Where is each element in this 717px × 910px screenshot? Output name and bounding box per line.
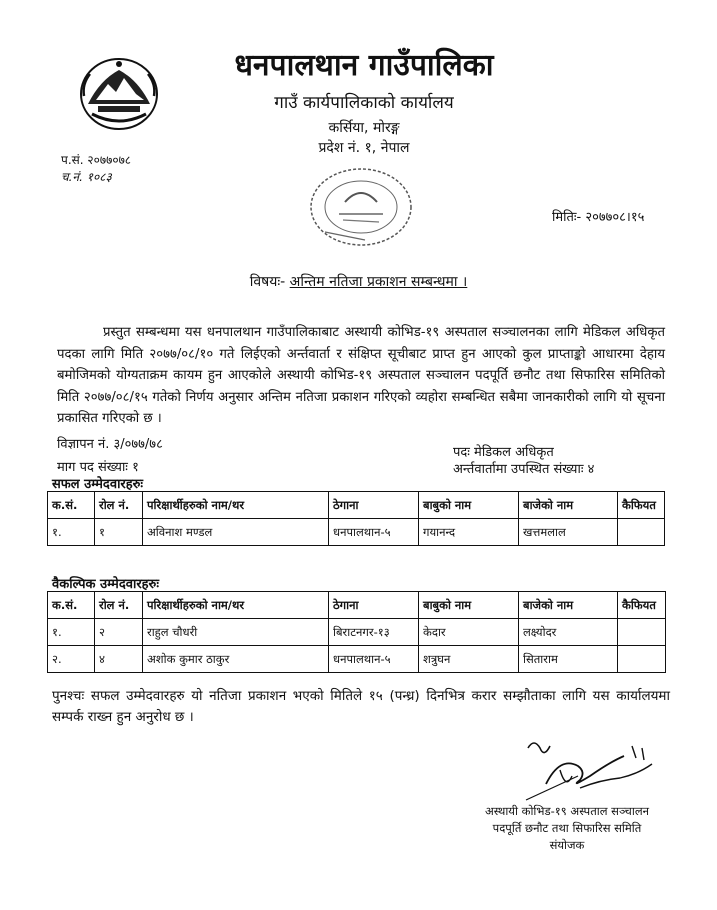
header-serial: क.सं.	[48, 492, 95, 519]
subject-line	[0, 272, 717, 291]
header-address: ठेगाना	[329, 492, 419, 519]
header-remarks: कैफियत	[618, 592, 666, 619]
cell-address: धनपालथान-५	[329, 519, 419, 546]
reference-number: प.सं. २०७७०७८	[61, 153, 132, 167]
demand-count: माग पद संख्याः १	[57, 460, 139, 475]
post-name: पदः मेडिकल अधिकृत	[453, 445, 554, 460]
successful-title: सफल उम्मेदवारहरुः	[52, 477, 144, 492]
cell-remarks	[618, 646, 666, 673]
office-stamp-icon	[305, 162, 417, 252]
cell-remarks	[618, 519, 665, 546]
header-address: ठेगाना	[329, 592, 419, 619]
table-header-row	[48, 492, 665, 519]
header-name: परिक्षार्थीहरुको नाम/थर	[143, 592, 329, 619]
cell-serial: १.	[48, 519, 95, 546]
cell-remarks	[618, 619, 666, 646]
cell-serial: १.	[48, 619, 95, 646]
subject-text: अन्तिम नतिजा प्रकाशन सम्बन्धमा ।	[289, 274, 468, 290]
body-paragraph: प्रस्तुत सम्बन्धमा यस धनपालथान गाउँपालिकाबाट अस्थायी कोभिड-१९ अस्पताल सञ्चालनका लागि मेडिकल अधिकृत पदका लागि मिति २०७७/०८/१० गते लिईएको अर्न्तवार्ता र संक्षिप्त सूचीबाट प्राप्त हुन आएको कुल प्राप्ताङ्को आधारमा देहाय बमोजिमको योग्यताक्रम कायम हुन आएकोले अस्थायी कोभिड-१९ अस्पताल सञ्चालन पदपूर्ति छनौट तथा सिफारिस समितिको मिति २०७७/०८/१५ गतेको निर्णय अनुसार अन्तिम नतिजा प्रकाशन गरिएको व्यहोरा सम्बन्धित सबैमा जानकारीको लागि यो सूचना प्रकासित गरिएको छ ।	[57, 325, 665, 426]
header-grandfather: बाजेको नाम	[519, 592, 618, 619]
signatory-line-2: पदपूर्ति छनौट तथा सिफारिस समिति	[492, 821, 642, 835]
cell-father: केदार	[419, 619, 519, 646]
header-father: बाबुको नाम	[419, 492, 519, 519]
nepal-emblem-icon	[78, 56, 160, 132]
successful-table	[47, 491, 665, 546]
cell-roll: ४	[95, 646, 143, 673]
cell-address: बिराटनगर-१३	[329, 619, 419, 646]
cell-father: शत्रुघन	[419, 646, 519, 673]
header-serial: क.सं.	[48, 592, 95, 619]
header-father: बाबुको नाम	[419, 592, 519, 619]
signatory-line-1: अस्थायी कोभिड-१९ अस्पताल सञ्चालन	[484, 804, 650, 818]
table-row	[48, 519, 665, 546]
alternate-table	[47, 591, 666, 673]
cell-grandfather: सिताराम	[519, 646, 618, 673]
postscript: पुनश्चः सफल उम्मेदवारहरु यो नतिजा प्रकाशन भएको मितिले १५ (पन्ध्र) दिनभित्र करार सम्झौताका लागि यस कार्यालयमा सम्पर्क राख्न हुन अनुरोध छ ।	[52, 688, 670, 725]
signatory-title: संयोजक	[549, 838, 585, 852]
cell-roll: १	[95, 519, 143, 546]
cell-serial: २.	[48, 646, 95, 673]
table-header-row	[48, 592, 666, 619]
issue-date: मितिः- २०७७०८।१५	[552, 210, 645, 225]
office-name: धनपालथान गाउँपालिका	[234, 48, 494, 83]
header-grandfather: बाजेको नाम	[519, 492, 618, 519]
advertisement-number: विज्ञापन नं. ३/०७७/७८	[57, 437, 163, 452]
cell-father: गयानन्द	[419, 519, 519, 546]
office-address: कर्सिया, मोरङ्ग	[328, 120, 400, 136]
header-roll: रोल नं.	[95, 592, 143, 619]
signature-icon	[520, 736, 660, 806]
cell-name: अविनाश मण्डल	[143, 519, 329, 546]
dispatch-number: च.नं. १०८३	[61, 170, 112, 184]
office-province: प्रदेश नं. १, नेपाल	[318, 140, 410, 156]
header-roll: रोल नं.	[95, 492, 143, 519]
header-name: परिक्षार्थीहरुको नाम/थर	[143, 492, 329, 519]
cell-grandfather: खत्तमलाल	[519, 519, 618, 546]
subject-label: विषयः-	[249, 274, 286, 290]
cell-name: राहुल चौधरी	[143, 619, 329, 646]
alternate-title: वैकल्पिक उम्मेदवारहरुः	[52, 577, 159, 592]
header-remarks: कैफियत	[618, 492, 665, 519]
cell-address: धनपालथान-५	[329, 646, 419, 673]
office-subtitle: गाउँ कार्यपालिकाको कार्यालय	[274, 93, 454, 113]
cell-grandfather: लक्ष्योदर	[519, 619, 618, 646]
cell-roll: २	[95, 619, 143, 646]
interview-present-count: अर्न्तवार्तामा उपस्थित संख्याः ४	[453, 462, 595, 477]
table-row	[48, 646, 666, 673]
table-row	[48, 619, 666, 646]
cell-name: अशोक कुमार ठाकुर	[143, 646, 329, 673]
